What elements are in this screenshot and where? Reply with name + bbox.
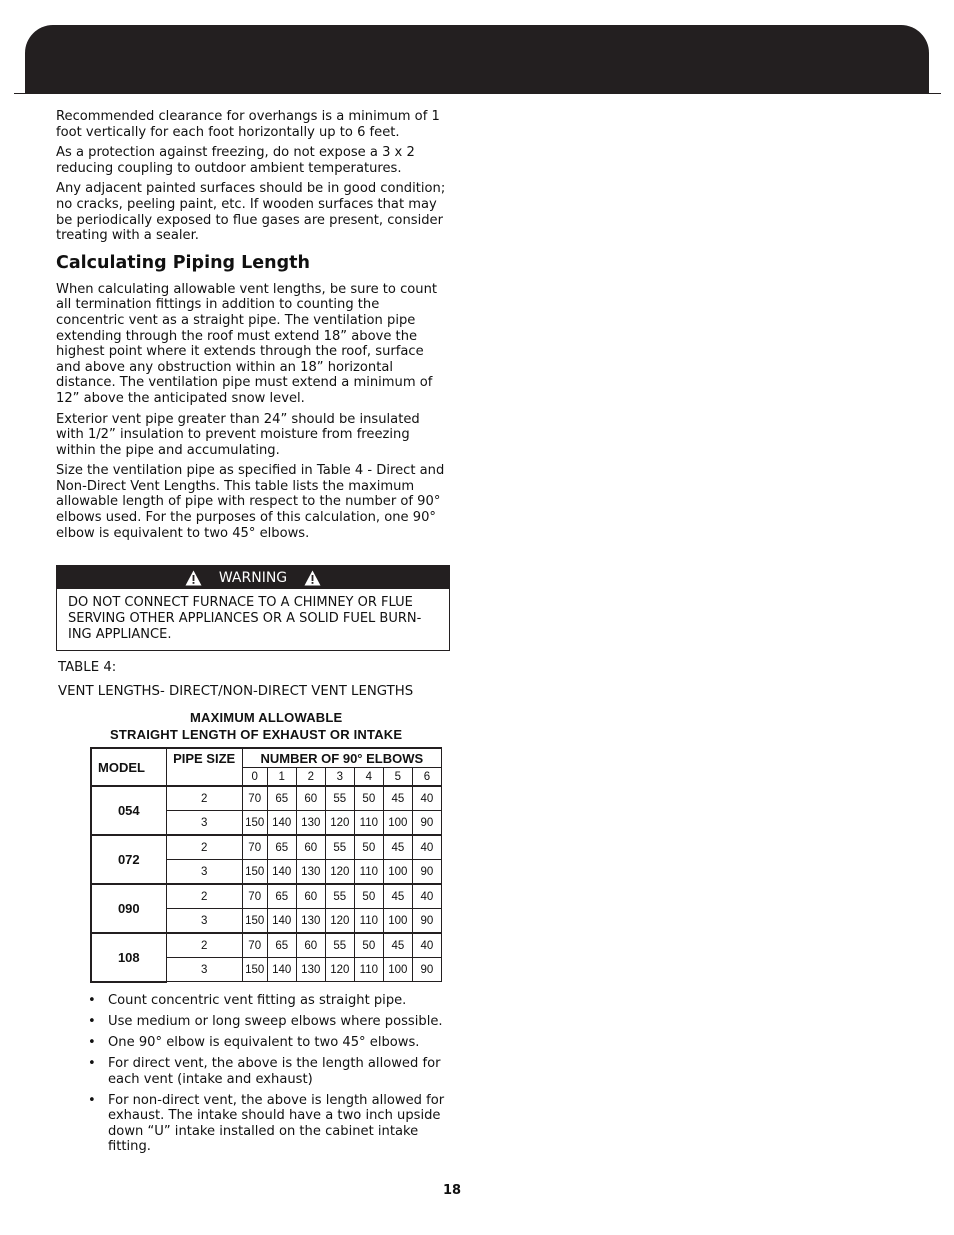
column-header-pipe-size: PIPE SIZE <box>166 748 242 786</box>
bullet-glyph: • <box>88 1034 96 1050</box>
vent-length-cell: 110 <box>354 860 383 885</box>
pipe-size-cell: 3 <box>166 811 242 836</box>
vent-length-cell: 65 <box>267 835 296 860</box>
vent-length-cell: 110 <box>354 811 383 836</box>
warning-triangle-icon <box>185 570 202 586</box>
vent-length-cell: 50 <box>354 884 383 909</box>
pipe-size-cell: 2 <box>166 933 242 958</box>
bullet-glyph: • <box>88 1013 96 1029</box>
column-header-model: MODEL <box>91 748 166 786</box>
pipe-size-cell: 2 <box>166 835 242 860</box>
bullet-glyph: • <box>88 993 96 1008</box>
section-paragraph: Exterior vent pipe greater than 24” should be insulated with 1/2” insulation to prevent moisture from freezing within the pipe and accumulating. <box>56 411 420 458</box>
elbow-count-header: 2 <box>296 768 325 787</box>
table-title-line1: MAXIMUM ALLOWABLE <box>190 710 343 725</box>
vent-length-cell: 70 <box>242 835 267 860</box>
section-paragraph: Size the ventilation pipe as specified in Table 4 - Direct and Non-Direct Vent Lengths. This table lists the maximum allowable length of pipe with respect to the number of 90° elbows used. For the purposes of this calculation, one 90° elbow is equivalent to two 45° elbows. <box>56 463 445 541</box>
model-cell: 054 <box>91 786 166 835</box>
list-item-text: For direct vent, the above is the length allowed for each vent (intake and exhaust) <box>108 1055 441 1087</box>
vent-length-cell: 60 <box>296 933 325 958</box>
elbow-count-header: 3 <box>325 768 354 787</box>
vent-length-cell: 45 <box>383 933 412 958</box>
table-row <box>91 884 442 909</box>
vent-length-cell: 110 <box>354 958 383 982</box>
bullet-glyph: • <box>88 1055 96 1071</box>
vent-length-cell: 140 <box>267 860 296 885</box>
list-item-text: For non-direct vent, the above is length allowed for exhaust. The intake should have a two inch upside down “U” intake installed on the cabinet intake fitting. <box>108 1092 445 1155</box>
vent-length-cell: 40 <box>412 933 441 958</box>
vent-length-cell: 70 <box>242 786 267 811</box>
vent-length-cell: 40 <box>412 884 441 909</box>
page-number: 18 <box>443 1183 462 1198</box>
table-caption-number: TABLE 4: <box>58 660 117 675</box>
vent-length-cell: 70 <box>242 933 267 958</box>
intro-paragraph: Any adjacent painted surfaces should be in good condition; no cracks, peeling paint, etc. If wooden surfaces that may be periodically exposed to flue gases are present, consider treating with a sealer. <box>56 181 446 244</box>
vent-length-cell: 50 <box>354 786 383 811</box>
vent-length-cell: 130 <box>296 958 325 982</box>
vent-length-cell: 60 <box>296 884 325 909</box>
table-row <box>91 835 442 860</box>
vent-length-cell: 65 <box>267 933 296 958</box>
vent-length-cell: 120 <box>325 860 354 885</box>
vent-length-cell: 50 <box>354 835 383 860</box>
vent-length-cell: 55 <box>325 884 354 909</box>
vent-length-cell: 90 <box>412 860 441 885</box>
vent-length-cell: 120 <box>325 811 354 836</box>
text-column <box>56 109 451 546</box>
vent-length-cell: 120 <box>325 909 354 934</box>
header-rule <box>14 93 941 94</box>
list-item <box>88 1056 458 1087</box>
vent-length-cell: 45 <box>383 786 412 811</box>
elbow-count-header: 5 <box>383 768 412 787</box>
header-bar <box>25 25 929 93</box>
vent-length-cell: 60 <box>296 835 325 860</box>
warning-title: WARNING <box>218 569 288 586</box>
intro-paragraph: As a protection against freezing, do not expose a 3 x 2 reducing coupling to outdoor ambient temperatures. <box>56 145 415 176</box>
vent-length-cell: 60 <box>296 786 325 811</box>
vent-length-cell: 140 <box>267 958 296 982</box>
list-item-text: Use medium or long sweep elbows where possible. <box>108 1013 443 1029</box>
model-cell: 108 <box>91 933 166 982</box>
vent-length-cell: 130 <box>296 811 325 836</box>
pipe-size-cell: 2 <box>166 884 242 909</box>
vent-length-cell: 90 <box>412 811 441 836</box>
model-cell: 090 <box>91 884 166 933</box>
vent-length-cell: 150 <box>242 860 267 885</box>
vent-length-cell: 100 <box>383 860 412 885</box>
vent-length-cell: 65 <box>267 884 296 909</box>
table-row <box>91 933 442 958</box>
list-item <box>88 1093 458 1155</box>
pipe-size-cell: 3 <box>166 958 242 982</box>
notes-list <box>88 993 458 1160</box>
vent-length-cell: 45 <box>383 884 412 909</box>
list-item <box>88 1035 458 1051</box>
vent-length-cell: 120 <box>325 958 354 982</box>
vent-length-cell: 140 <box>267 909 296 934</box>
vent-length-cell: 140 <box>267 811 296 836</box>
warning-box <box>56 565 450 651</box>
vent-length-cell: 50 <box>354 933 383 958</box>
warning-triangle-icon <box>304 570 321 586</box>
table-caption-title: VENT LENGTHS- DIRECT/NON-DIRECT VENT LENGTHS <box>58 684 414 699</box>
warning-body: DO NOT CONNECT FURNACE TO A CHIMNEY OR FLUE SERVING OTHER APPLIANCES OR A SOLID FUEL BURN- ING APPLIANCE. <box>68 595 422 642</box>
vent-length-cell: 100 <box>383 909 412 934</box>
list-item-text: One 90° elbow is equivalent to two 45° elbows. <box>108 1034 420 1050</box>
vent-length-cell: 130 <box>296 860 325 885</box>
table-row <box>91 786 442 811</box>
table-title-line2: STRAIGHT LENGTH OF EXHAUST OR INTAKE <box>110 727 403 742</box>
warning-header <box>57 566 449 589</box>
model-cell: 072 <box>91 835 166 884</box>
elbow-count-header: 1 <box>267 768 296 787</box>
intro-paragraph: Recommended clearance for overhangs is a minimum of 1 foot vertically for each foot horizontally up to 6 feet. <box>56 109 440 140</box>
list-item <box>88 993 458 1009</box>
section-heading: Calculating Piping Length <box>56 252 310 273</box>
pipe-size-cell: 3 <box>166 860 242 885</box>
list-item-text: Count concentric vent fitting as straight pipe. <box>108 993 407 1008</box>
vent-length-cell: 150 <box>242 958 267 982</box>
elbow-count-header: 6 <box>412 768 441 787</box>
vent-length-cell: 65 <box>267 786 296 811</box>
vent-length-cell: 70 <box>242 884 267 909</box>
list-item <box>88 1014 458 1030</box>
vent-length-cell: 110 <box>354 909 383 934</box>
vent-length-cell: 150 <box>242 909 267 934</box>
vent-length-cell: 55 <box>325 786 354 811</box>
vent-length-cell: 45 <box>383 835 412 860</box>
vent-length-table <box>90 747 442 983</box>
pipe-size-cell: 3 <box>166 909 242 934</box>
vent-length-cell: 90 <box>412 909 441 934</box>
vent-length-cell: 130 <box>296 909 325 934</box>
vent-length-cell: 40 <box>412 835 441 860</box>
elbow-count-header: 0 <box>242 768 267 787</box>
section-paragraph: When calculating allowable vent lengths, be sure to count all termination fittings in addition to counting the concentric vent as a straight pipe. The ventilation pipe extending through the roof must extend 18” above the highest point where it extends through the roof, surface and above any obstruction within an 18” horizontal distance. The ventilation pipe must extend a minimum of 12” above the anticipated snow level. <box>56 281 438 406</box>
vent-length-cell: 100 <box>383 811 412 836</box>
column-header-elbows: NUMBER OF 90° ELBOWS <box>242 748 441 768</box>
vent-length-cell: 40 <box>412 786 441 811</box>
vent-length-cell: 55 <box>325 835 354 860</box>
pipe-size-cell: 2 <box>166 786 242 811</box>
bullet-glyph: • <box>88 1092 96 1108</box>
elbow-count-header: 4 <box>354 768 383 787</box>
vent-length-cell: 100 <box>383 958 412 982</box>
vent-length-cell: 90 <box>412 958 441 982</box>
vent-length-cell: 55 <box>325 933 354 958</box>
vent-length-cell: 150 <box>242 811 267 836</box>
